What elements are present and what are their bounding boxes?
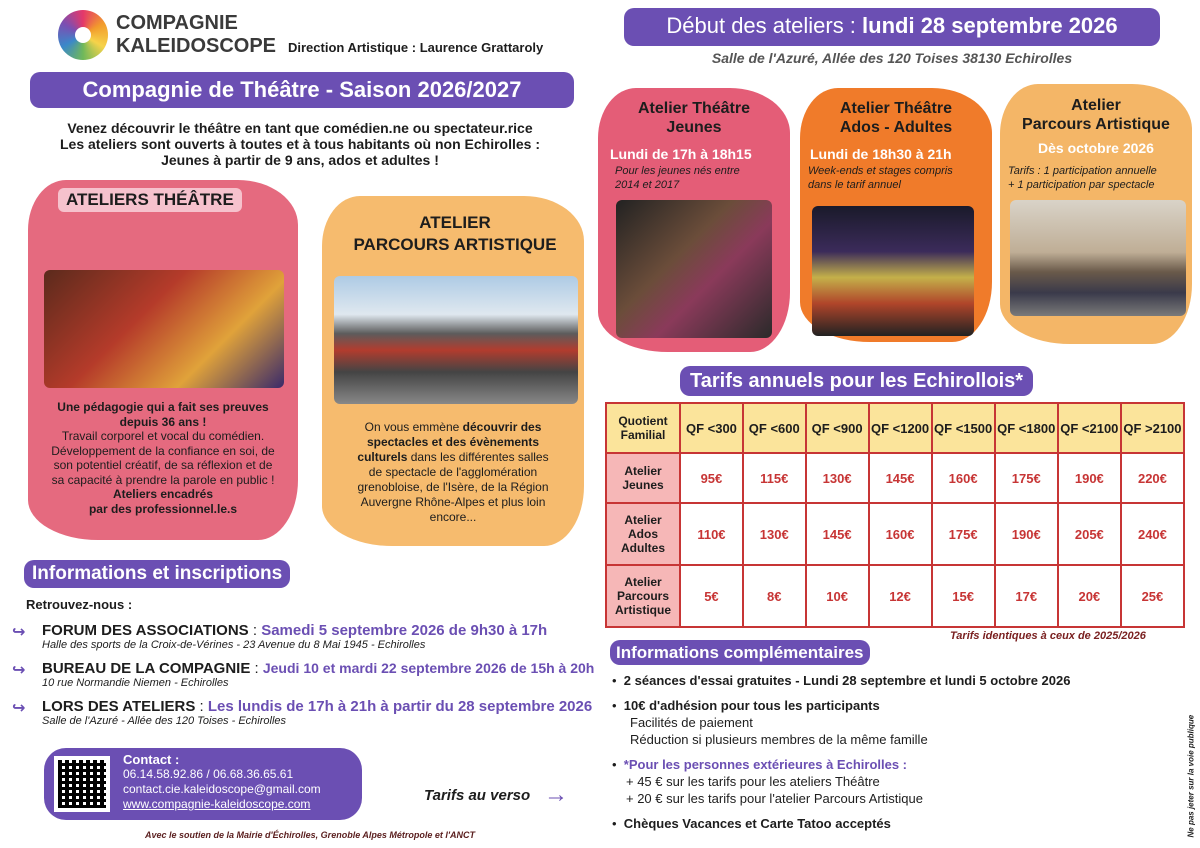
bullet-icon: • bbox=[612, 757, 624, 772]
table-header-cell: QF <600 bbox=[743, 403, 806, 453]
info-item-ateliers: ↪ LORS DES ATELIERS : Les lundis de 17h à 21h à partir du 28 septembre 2026 Salle de l'Azuré - Allée des 120 Toises - Echirolles bbox=[12, 698, 593, 727]
direction-artistique: Direction Artistique : Laurence Grattaroly bbox=[288, 40, 544, 55]
price-cell: 5€ bbox=[680, 565, 743, 627]
bullet-icon: • bbox=[612, 673, 624, 688]
card-jeunes-time: Lundi de 17h à 18h15 bbox=[610, 146, 752, 162]
curved-arrow-icon: ↪ bbox=[12, 662, 26, 679]
intro-text: Venez découvrir le théâtre en tant que comédien.ne ou spectateur.rice Les ateliers sont ouverts à toutes et à tous habitants où non Echirolles : Jeunes à partir de 9 ans, ados et adultes ! bbox=[60, 120, 540, 168]
tarifs-title: Tarifs annuels pour les Echirollois* bbox=[680, 366, 1033, 396]
table-row bbox=[606, 453, 1184, 503]
price-cell: 115€ bbox=[743, 453, 806, 503]
curved-arrow-icon: ↪ bbox=[12, 700, 26, 717]
debut-banner: Début des ateliers : lundi 28 septembre 2026 bbox=[624, 8, 1160, 46]
infos-title: Informations et inscriptions bbox=[24, 560, 290, 588]
contact-details: Contact : 06.14.58.92.86 / 06.68.36.65.61 contact.cie.kaleidoscope@gmail.com www.compagnie-kaleidoscope.com bbox=[123, 752, 321, 811]
email-link[interactable]: contact.cie.kaleidoscope@gmail.com bbox=[123, 782, 321, 796]
tarifs-verso: Tarifs au verso bbox=[424, 787, 531, 804]
info-item-forum: ↪ FORUM DES ASSOCIATIONS : Samedi 5 septembre 2026 de 9h30 à 17h Halle des sports de la Croix-de-Vérines - 23 Avenue du 8 Mai 1945 - Echirolles bbox=[12, 622, 548, 651]
tarifs-table bbox=[605, 402, 1185, 628]
troupe-photo bbox=[44, 270, 284, 388]
card-parcours-title: Atelier Parcours Artistique bbox=[1022, 97, 1170, 133]
price-cell: 15€ bbox=[932, 565, 995, 627]
price-cell: 220€ bbox=[1121, 453, 1184, 503]
retrouvez-label: Retrouvez-nous : bbox=[26, 597, 133, 612]
table-header-row bbox=[606, 403, 1184, 453]
row-label: Atelier Ados Adultes bbox=[606, 503, 680, 565]
price-cell: 130€ bbox=[743, 503, 806, 565]
price-cell: 8€ bbox=[743, 565, 806, 627]
price-cell: 190€ bbox=[1058, 453, 1121, 503]
table-header-cell: QF <300 bbox=[680, 403, 743, 453]
arrow-right-icon: → bbox=[544, 781, 568, 808]
phone-numbers[interactable]: 06.14.58.92.86 / 06.68.36.65.61 bbox=[123, 767, 294, 781]
table-header-cell: QF <2100 bbox=[1058, 403, 1121, 453]
jeunes-photo bbox=[616, 200, 772, 338]
bullet-icon: • bbox=[612, 698, 624, 713]
price-cell: 145€ bbox=[869, 453, 932, 503]
table-header-cell: QF <1800 bbox=[995, 403, 1058, 453]
card-parcours-note: Tarifs : 1 participation annuelle + 1 participation par spectacle bbox=[1008, 165, 1157, 191]
table-row bbox=[606, 503, 1184, 565]
curved-arrow-icon: ↪ bbox=[12, 624, 26, 641]
price-cell: 205€ bbox=[1058, 503, 1121, 565]
table-header-cell: QF <1500 bbox=[932, 403, 995, 453]
info-item-bureau: ↪ BUREAU DE LA COMPAGNIE : Jeudi 10 et mardi 22 septembre 2026 de 15h à 20h 10 rue Normandie Niemen - Echirolles bbox=[12, 660, 595, 689]
table-header-cell: QF <900 bbox=[806, 403, 869, 453]
bullet-icon: • bbox=[612, 816, 624, 831]
price-cell: 17€ bbox=[995, 565, 1058, 627]
card-parcours-time: Dès octobre 2026 bbox=[1038, 140, 1154, 156]
price-cell: 20€ bbox=[1058, 565, 1121, 627]
compl-list: • 2 séances d'essai gratuites - Lundi 28 septembre et lundi 5 octobre 2026 • 10€ d'adhésion pour tous les participants Facilités de paiement Réduction si plusieurs membres de la même famille • *Pour les personnes extérieures à Echirolles : + 45 € sur les tarifs pour les ateliers Théâtre + 20 € sur les tarifs pour l'atelier Parcours Artistique • Chèques Vacances et Carte Tatoo acceptés bbox=[612, 673, 1071, 831]
card-ados-note: Week-ends et stages compris dans le tarif annuel bbox=[808, 165, 953, 191]
price-cell: 190€ bbox=[995, 503, 1058, 565]
price-cell: 10€ bbox=[806, 565, 869, 627]
price-cell: 160€ bbox=[932, 453, 995, 503]
parcours-text: On vous emmène découvrir des spectacles et des évènements culturels dans les différentes salles de spectacle de l'agglomération grenobloise, de l'Isère, de la Région Auvergne Rhône-Alpes et plus loin encore... bbox=[357, 420, 549, 524]
card-jeunes-note: Pour les jeunes nés entre 2014 et 2017 bbox=[615, 165, 740, 191]
card-ados-title: Atelier Théâtre Ados - Adultes bbox=[839, 100, 953, 136]
vertical-notice: Ne pas jeter sur la voie publique bbox=[1186, 714, 1196, 838]
price-cell: 145€ bbox=[806, 503, 869, 565]
price-cell: 160€ bbox=[869, 503, 932, 565]
brand-name: COMPAGNIE KALEIDOSCOPE bbox=[116, 12, 277, 57]
parcours-title: ATELIER PARCOURS ARTISTIQUE bbox=[353, 213, 557, 254]
row-label: Atelier Parcours Artistique bbox=[606, 565, 680, 627]
table-header-cell: Quotient Familial bbox=[606, 403, 680, 453]
soutien-text: Avec le soutien de la Mairie d'Échirolles, Grenoble Alpes Métropole et l'ANCT bbox=[144, 830, 476, 840]
table-header-cell: QF >2100 bbox=[1121, 403, 1184, 453]
table-row bbox=[606, 565, 1184, 627]
row-label: Atelier Jeunes bbox=[606, 453, 680, 503]
card-jeunes-title: Atelier Théâtre Jeunes bbox=[637, 100, 751, 136]
ateliers-theatre-title: ATELIERS THÉÂTRE bbox=[58, 188, 242, 212]
website-link[interactable]: www.compagnie-kaleidoscope.com bbox=[123, 797, 311, 811]
price-cell: 130€ bbox=[806, 453, 869, 503]
main-title: Compagnie de Théâtre - Saison 2026/2027 bbox=[30, 72, 574, 108]
theatre-hall-photo bbox=[334, 276, 578, 404]
price-cell: 12€ bbox=[869, 565, 932, 627]
parcours-photo bbox=[1010, 200, 1186, 316]
table-header-cell: QF <1200 bbox=[869, 403, 932, 453]
compl-title: Informations complémentaires bbox=[610, 640, 870, 665]
price-cell: 175€ bbox=[995, 453, 1058, 503]
price-cell: 175€ bbox=[932, 503, 995, 565]
qr-code-icon[interactable] bbox=[54, 756, 110, 812]
price-cell: 25€ bbox=[1121, 565, 1184, 627]
logo-icon bbox=[58, 10, 108, 60]
price-cell: 110€ bbox=[680, 503, 743, 565]
ateliers-theatre-text: Une pédagogie qui a fait ses preuves depuis 36 ans ! Travail corporel et vocal du comédien. Développement de la confiance en soi, de son potentiel créatif, de sa réflexion et de sa capacité à prendre la parole en public ! Ateliers encadrés par des professionnel.le.s bbox=[51, 400, 275, 516]
debut-lieu: Salle de l'Azuré, Allée des 120 Toises 38130 Echirolles bbox=[711, 50, 1073, 66]
card-ados-time: Lundi de 18h30 à 21h bbox=[810, 146, 952, 162]
ados-photo bbox=[812, 206, 974, 336]
tarifs-note: Tarifs identiques à ceux de 2025/2026 bbox=[950, 630, 1146, 642]
price-cell: 95€ bbox=[680, 453, 743, 503]
price-cell: 240€ bbox=[1121, 503, 1184, 565]
